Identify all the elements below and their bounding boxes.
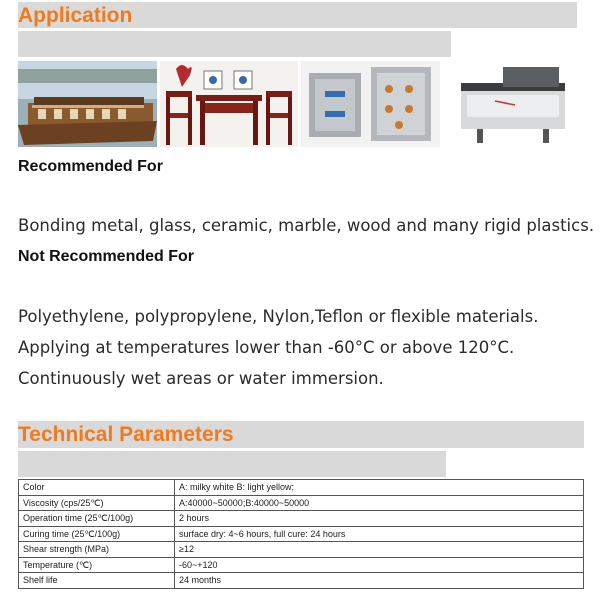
recommended-heading: Recommended For: [18, 158, 163, 175]
param-value: ≥12: [175, 542, 584, 558]
param-value: A: milky white B: light yellow;: [175, 480, 584, 496]
param-value: A:40000~50000;B:40000~50000: [175, 495, 584, 511]
furniture-photo: [160, 61, 298, 147]
boat-photo: [18, 61, 157, 147]
technical-title: Technical Parameters: [18, 423, 234, 446]
table-row: [19, 480, 584, 496]
not-recommended-line: Applying at temperatures lower than -60°C or above 120°C.: [18, 338, 515, 357]
param-key: Curing time (25℃/100g): [19, 526, 175, 542]
not-recommended-heading: Not Recommended For: [18, 248, 195, 265]
param-value: -60~+120: [175, 557, 584, 573]
technical-subtitle-bar: [18, 451, 446, 477]
table-row: [19, 526, 584, 542]
param-value: 2 hours: [175, 511, 584, 527]
not-recommended-line: Polyethylene, polypropylene, Nylon,Teflon or flexible materials.: [18, 307, 539, 326]
param-key: Temperature (℃): [19, 557, 175, 573]
table-row: [19, 573, 584, 589]
param-key: Operation time (25℃/100g): [19, 511, 175, 527]
printer-photo: [443, 61, 582, 147]
table-row: [19, 542, 584, 558]
application-title: Application: [18, 4, 133, 27]
param-key: Viscosity (cps/25℃): [19, 495, 175, 511]
application-photos: [18, 61, 582, 147]
param-key: Shear strength (MPa): [19, 542, 175, 558]
table-row: [19, 511, 584, 527]
recommended-line: Bonding metal, glass, ceramic, marble, wood and many rigid plastics.: [18, 216, 595, 235]
mold-photo: [301, 61, 440, 147]
not-recommended-line: Continuously wet areas or water immersion.: [18, 369, 384, 388]
table-row: [19, 557, 584, 573]
param-value: surface dry: 4~6 hours, full cure: 24 hours: [175, 526, 584, 542]
param-key: Shelf life: [19, 573, 175, 589]
param-value: 24 months: [175, 573, 584, 589]
technical-parameters-table: [18, 479, 584, 589]
param-key: Color: [19, 480, 175, 496]
table-row: [19, 495, 584, 511]
application-subtitle-bar: [18, 31, 451, 57]
